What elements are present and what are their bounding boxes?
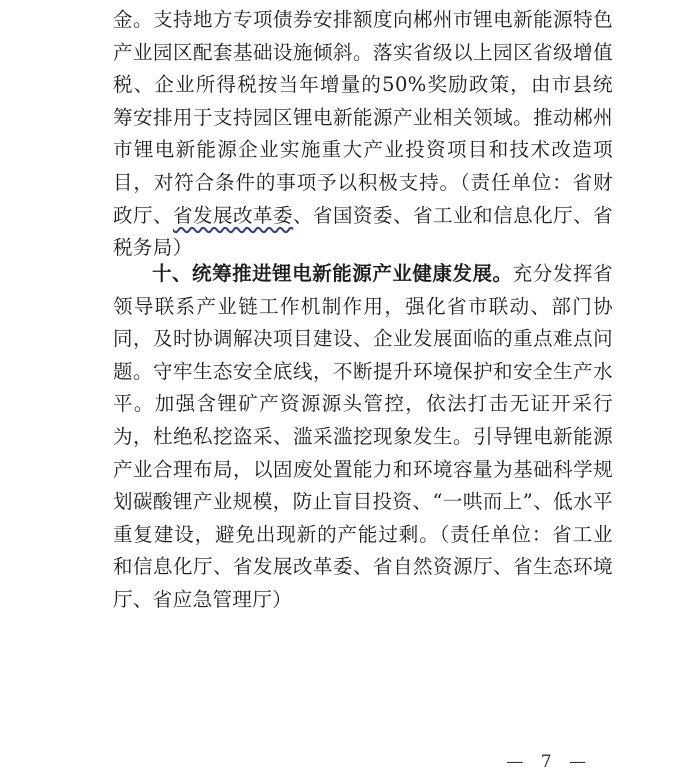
paragraph-2-body: 充分发挥省领导联系产业链工作机制作用，强化省市联动、部门协同，及时协调解决项目建设、企业发展面临的重点难点问题。守牢生态安全底线，不断提升环境保护和安全生产水平。加强含锂矿产资源源头管控，依法打击无证开采行为，杜绝私挖盗采、滥采滥挖现象发生。引导锂电新能源产业合理布局，以固废处置能力和环境容量为基础科学规划碳酸锂产业规模，防止盲目投资、“一哄而上”、低水平重复建设，避免出现新的产能过剩。（责任单位：省工业和信息化厅、省发展改革委、省自然资源厅、省生态环境厅、省应急管理厅） bbox=[113, 262, 613, 611]
section-heading: 十、统筹推进锂电新能源产业健康发展。 bbox=[152, 262, 513, 285]
paragraph-1 bbox=[113, 4, 613, 265]
wavy-underlined-text: 省发展改革委 bbox=[173, 203, 294, 227]
paragraph-1-text-end: 、省国资委、省工业和信息化厅、省税务局） bbox=[113, 203, 613, 260]
page-number: — 7 — bbox=[506, 752, 592, 772]
paragraph-2 bbox=[113, 258, 613, 617]
paragraph-1-text: 金。支持地方专项债券安排额度向郴州市锂电新能源特色产业园区配套基础设施倾斜。落实省级以上园区省级增值税、企业所得税按当年增量的50%奖励政策，由市县统筹安排用于支持园区锂电新能源产业相关领域。推动郴州市锂电新能源企业实施重大产业投资项目和技术改造项目，对符合条件的事项予以积极支持。（责任单位：省财政厅、 bbox=[113, 8, 613, 227]
